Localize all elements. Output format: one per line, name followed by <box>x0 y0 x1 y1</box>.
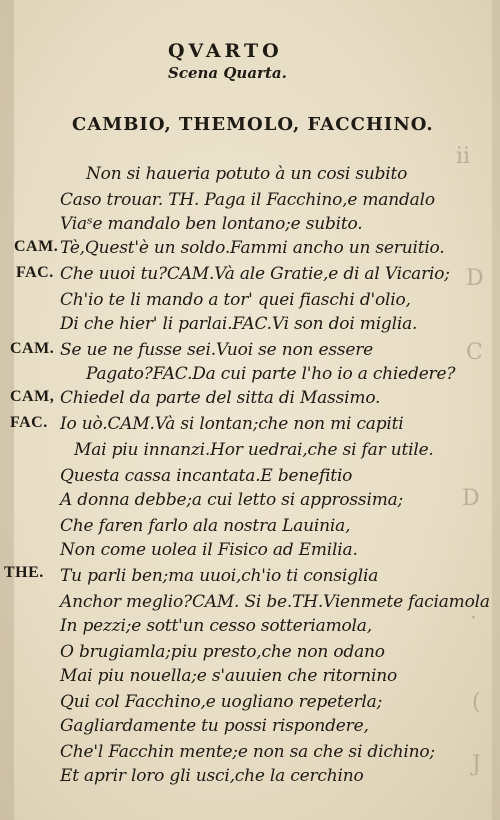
verse-line: O brugiamla;piu presto,che non odano <box>60 642 385 662</box>
verse-line: Di che hier' li parlai.FAC.Vi son doi miglia. <box>60 314 418 334</box>
verse-line: Che faren farlo ala nostra Lauinia, <box>60 516 351 536</box>
show-through-mark: ii <box>456 144 471 169</box>
verse-line: Chiedel da parte del sitta di Massimo. <box>60 388 381 408</box>
verse-line: In pezzi;e sott'un cesso sotteriamola, <box>60 616 372 636</box>
speaker-label: CAM, <box>10 388 55 405</box>
running-head: QVARTO <box>168 40 283 62</box>
verse-line: Pagato?FAC.Da cui parte l'ho io a chiedere? <box>86 364 456 384</box>
cast-list: CAMBIO, THEMOLO, FACCHINO. <box>72 114 434 135</box>
show-through-mark: ( <box>472 690 481 715</box>
show-through-mark: J <box>472 752 481 777</box>
verse-line: Tè,Quest'è un soldo.Fammi ancho un seruitio. <box>60 238 445 258</box>
scene-heading: Scena Quarta. <box>168 64 287 82</box>
speaker-label: CAM. <box>10 340 55 357</box>
verse-line: Che'l Facchin mente;e non sa che si dichino; <box>60 742 435 762</box>
speaker-label: CAM. <box>14 238 59 255</box>
verse-line: Che uuoi tu?CAM.Và ale Gratie,e di al Vicario; <box>60 264 450 284</box>
speaker-label: FAC. <box>10 414 48 431</box>
speaker-label: FAC. <box>16 264 54 281</box>
verse-line: Mai piu nouella;e s'auuien che ritornino <box>60 666 397 686</box>
verse-line: A donna debbe;a cui letto si approssima; <box>60 490 404 510</box>
verse-line: Qui col Facchino,e uogliano repeterla; <box>60 692 383 712</box>
verse-line: Tu parli ben;ma uuoi,ch'io ti consiglia <box>60 566 379 586</box>
show-through-mark: D <box>462 486 480 511</box>
show-through-mark: C <box>466 340 483 365</box>
verse-line: Mai piu innanzi.Hor uedrai,che si far utile. <box>74 440 434 460</box>
show-through-mark: · <box>470 606 477 631</box>
verse-line: Gagliardamente tu possi rispondere, <box>60 716 369 736</box>
verse-line: Caso trouar. TH. Paga il Facchino,e mandalo <box>60 190 435 210</box>
verse-line: Questa cassa incantata.E benefitio <box>60 466 353 486</box>
verse-line: Anchor meglio?CAM. Si be.TH.Vienmete faciamola <box>60 592 490 612</box>
verse-line: Viaˢe mandalo ben lontano;e subito. <box>60 214 363 234</box>
show-through-mark: D <box>466 266 484 291</box>
verse-line: Ch'io te li mando a tor' quei fiaschi d'olio, <box>60 290 411 310</box>
verse-line: Et aprir loro gli usci,che la cerchino <box>60 766 364 786</box>
speaker-label: THE. <box>4 564 44 581</box>
verse-line: Non si haueria potuto à un cosi subito <box>86 164 408 184</box>
verse-line: Non come uolea il Fisico ad Emilia. <box>60 540 358 560</box>
verse-line: Se ue ne fusse sei.Vuoi se non essere <box>60 340 374 360</box>
verse-line: Io uò.CAM.Và si lontan;che non mi capiti <box>60 414 404 434</box>
